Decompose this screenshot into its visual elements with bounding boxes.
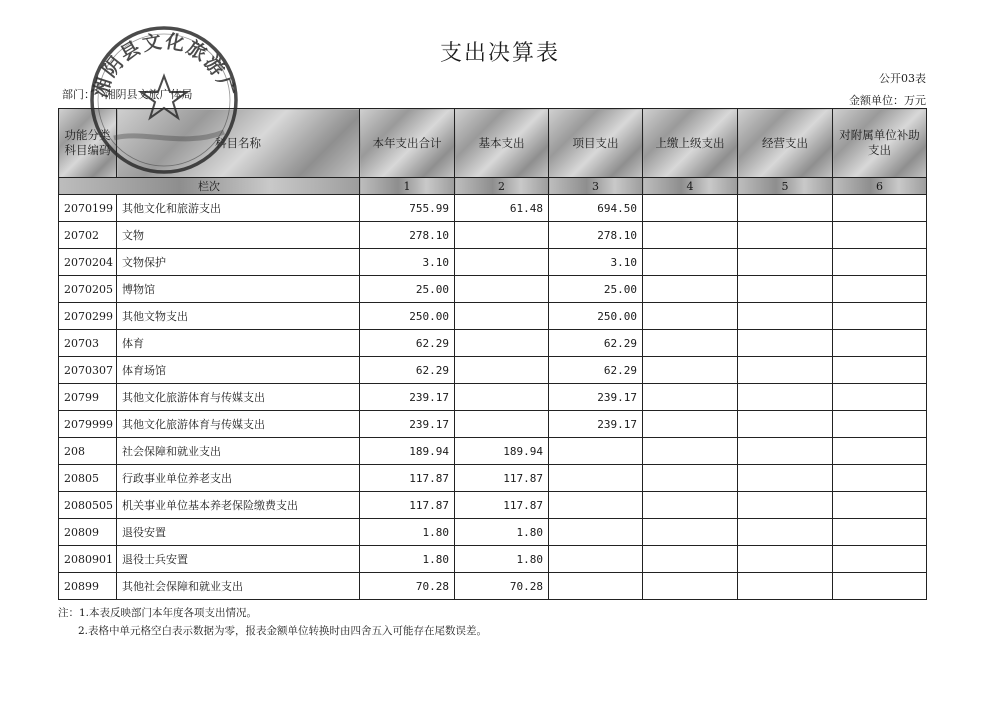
footnotes xyxy=(58,604,487,640)
table-row xyxy=(59,492,927,519)
row-basic: 117.87 xyxy=(455,492,549,519)
row-business xyxy=(738,195,833,222)
header-business: 经营支出 xyxy=(738,109,833,178)
row-total: 189.94 xyxy=(360,438,455,465)
row-name: 博物馆 xyxy=(117,276,360,303)
row-code: 20809 xyxy=(59,519,117,546)
row-basic xyxy=(455,276,549,303)
row-name: 其他文化旅游体育与传媒支出 xyxy=(117,384,360,411)
page-title: 支出决算表 xyxy=(439,41,560,66)
row-name: 行政事业单位养老支出 xyxy=(117,465,360,492)
row-code: 20805 xyxy=(59,465,117,492)
row-basic xyxy=(455,357,549,384)
row-project xyxy=(549,573,643,600)
row-upper xyxy=(643,276,738,303)
row-project: 62.29 xyxy=(549,330,643,357)
row-total: 278.10 xyxy=(360,222,455,249)
row-business xyxy=(738,303,833,330)
row-code: 2070299 xyxy=(59,303,117,330)
footnote-1: 注：1.本表反映部门本年度各项支出情况。 xyxy=(58,607,258,619)
row-project: 25.00 xyxy=(549,276,643,303)
row-business xyxy=(738,492,833,519)
row-code: 2070307 xyxy=(59,357,117,384)
row-total: 239.17 xyxy=(360,384,455,411)
header-row xyxy=(59,109,927,178)
row-name: 机关事业单位基本养老保险缴费支出 xyxy=(117,492,360,519)
row-code: 2080505 xyxy=(59,492,117,519)
row-subsidy xyxy=(833,330,927,357)
row-business xyxy=(738,276,833,303)
row-name: 社会保障和就业支出 xyxy=(117,438,360,465)
index-5: 5 xyxy=(738,178,833,195)
row-basic xyxy=(455,384,549,411)
index-2: 2 xyxy=(455,178,549,195)
table-row xyxy=(59,195,927,222)
row-name: 体育场馆 xyxy=(117,357,360,384)
row-name: 退役安置 xyxy=(117,519,360,546)
row-upper xyxy=(643,330,738,357)
row-subsidy xyxy=(833,519,927,546)
row-subsidy xyxy=(833,384,927,411)
row-total: 25.00 xyxy=(360,276,455,303)
row-project xyxy=(549,438,643,465)
form-number: 公开03表 xyxy=(879,72,926,85)
row-total: 1.80 xyxy=(360,519,455,546)
row-subsidy xyxy=(833,195,927,222)
row-upper xyxy=(643,519,738,546)
table-row xyxy=(59,438,927,465)
table-row xyxy=(59,303,927,330)
row-project xyxy=(549,546,643,573)
table-row xyxy=(59,465,927,492)
row-code: 2070205 xyxy=(59,276,117,303)
row-code: 2079999 xyxy=(59,411,117,438)
row-upper xyxy=(643,222,738,249)
row-project: 239.17 xyxy=(549,411,643,438)
row-project: 250.00 xyxy=(549,303,643,330)
row-basic xyxy=(455,222,549,249)
index-1: 1 xyxy=(360,178,455,195)
header-basic: 基本支出 xyxy=(455,109,549,178)
row-name: 其他文物支出 xyxy=(117,303,360,330)
row-basic: 1.80 xyxy=(455,546,549,573)
row-upper xyxy=(643,546,738,573)
row-upper xyxy=(643,411,738,438)
row-basic xyxy=(455,303,549,330)
table-row xyxy=(59,573,927,600)
header-total: 本年支出合计 xyxy=(360,109,455,178)
row-code: 20703 xyxy=(59,330,117,357)
header-code: 功能分类科目编码 xyxy=(59,109,117,178)
row-project: 3.10 xyxy=(549,249,643,276)
row-project: 278.10 xyxy=(549,222,643,249)
table-row xyxy=(59,411,927,438)
row-code: 2070199 xyxy=(59,195,117,222)
seal-text: 湘阴县文化旅游广 xyxy=(89,30,239,101)
amount-unit: 金额单位：万元 xyxy=(849,94,926,107)
index-row xyxy=(59,178,927,195)
row-name: 其他文化旅游体育与传媒支出 xyxy=(117,411,360,438)
row-code: 2070204 xyxy=(59,249,117,276)
row-code: 208 xyxy=(59,438,117,465)
row-business xyxy=(738,357,833,384)
table-row xyxy=(59,384,927,411)
row-business xyxy=(738,249,833,276)
row-basic: 189.94 xyxy=(455,438,549,465)
header-subsidy: 对附属单位补助支出 xyxy=(833,109,927,178)
row-business xyxy=(738,411,833,438)
row-subsidy xyxy=(833,546,927,573)
row-code: 2080901 xyxy=(59,546,117,573)
row-total: 3.10 xyxy=(360,249,455,276)
row-basic: 70.28 xyxy=(455,573,549,600)
row-project xyxy=(549,465,643,492)
department-label: 部门： xyxy=(62,88,95,101)
row-subsidy xyxy=(833,438,927,465)
row-business xyxy=(738,546,833,573)
row-upper xyxy=(643,303,738,330)
header-name: 科目名称 xyxy=(117,109,360,178)
index-6: 6 xyxy=(833,178,927,195)
row-subsidy xyxy=(833,357,927,384)
row-upper xyxy=(643,492,738,519)
table-row xyxy=(59,222,927,249)
row-subsidy xyxy=(833,303,927,330)
header-project: 项目支出 xyxy=(549,109,643,178)
index-label: 栏次 xyxy=(59,178,360,195)
row-project: 239.17 xyxy=(549,384,643,411)
row-business xyxy=(738,573,833,600)
row-business xyxy=(738,438,833,465)
row-code: 20702 xyxy=(59,222,117,249)
row-basic xyxy=(455,330,549,357)
row-upper xyxy=(643,465,738,492)
table-row xyxy=(59,249,927,276)
index-3: 3 xyxy=(549,178,643,195)
header-upper: 上缴上级支出 xyxy=(643,109,738,178)
expenditure-table xyxy=(58,108,927,600)
row-upper xyxy=(643,195,738,222)
row-project: 62.29 xyxy=(549,357,643,384)
row-subsidy xyxy=(833,492,927,519)
row-upper xyxy=(643,438,738,465)
row-subsidy xyxy=(833,276,927,303)
row-upper xyxy=(643,249,738,276)
department-name: 湘阴县文旅广体局 xyxy=(104,88,193,101)
row-total: 70.28 xyxy=(360,573,455,600)
row-project xyxy=(549,519,643,546)
row-upper xyxy=(643,573,738,600)
row-subsidy xyxy=(833,465,927,492)
footnote-2: 2.表格中单元格空白表示数据为零，报表金额单位转换时由四舍五入可能存在尾数误差。 xyxy=(78,625,488,637)
row-name: 体育 xyxy=(117,330,360,357)
row-total: 1.80 xyxy=(360,546,455,573)
row-name: 文物保护 xyxy=(117,249,360,276)
table-row xyxy=(59,546,927,573)
row-project: 694.50 xyxy=(549,195,643,222)
row-total: 117.87 xyxy=(360,492,455,519)
row-total: 755.99 xyxy=(360,195,455,222)
row-upper xyxy=(643,384,738,411)
row-basic xyxy=(455,411,549,438)
row-business xyxy=(738,330,833,357)
row-business xyxy=(738,222,833,249)
table-row xyxy=(59,357,927,384)
row-project xyxy=(549,492,643,519)
row-subsidy xyxy=(833,249,927,276)
table-row xyxy=(59,519,927,546)
row-basic: 1.80 xyxy=(455,519,549,546)
row-basic xyxy=(455,249,549,276)
row-code: 20799 xyxy=(59,384,117,411)
table-row xyxy=(59,276,927,303)
row-name: 退役士兵安置 xyxy=(117,546,360,573)
row-name: 其他社会保障和就业支出 xyxy=(117,573,360,600)
table-row xyxy=(59,330,927,357)
row-code: 20899 xyxy=(59,573,117,600)
row-name: 文物 xyxy=(117,222,360,249)
row-total: 62.29 xyxy=(360,357,455,384)
row-name: 其他文化和旅游支出 xyxy=(117,195,360,222)
row-total: 62.29 xyxy=(360,330,455,357)
row-total: 239.17 xyxy=(360,411,455,438)
row-subsidy xyxy=(833,411,927,438)
row-basic: 117.87 xyxy=(455,465,549,492)
row-business xyxy=(738,519,833,546)
row-total: 117.87 xyxy=(360,465,455,492)
row-basic: 61.48 xyxy=(455,195,549,222)
row-business xyxy=(738,465,833,492)
row-subsidy xyxy=(833,573,927,600)
row-upper xyxy=(643,357,738,384)
department-line xyxy=(62,86,199,102)
row-total: 250.00 xyxy=(360,303,455,330)
row-subsidy xyxy=(833,222,927,249)
row-business xyxy=(738,384,833,411)
index-4: 4 xyxy=(643,178,738,195)
